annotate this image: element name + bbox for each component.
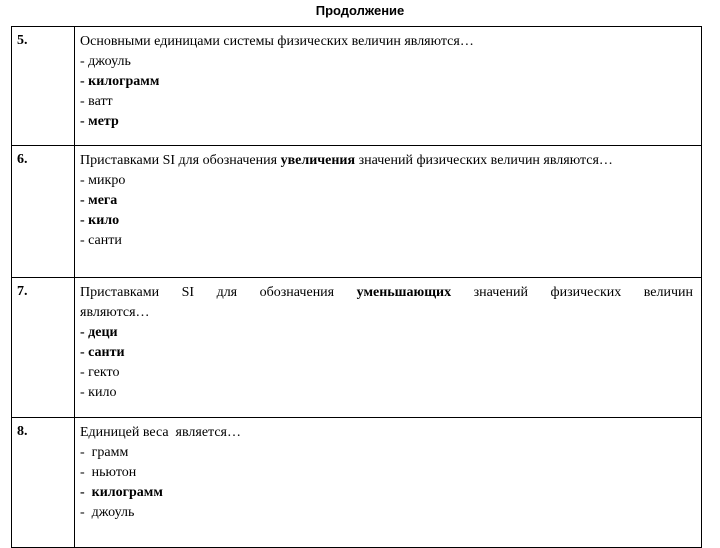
question-text: Основными единицами системы физических величин являются… — [80, 34, 474, 49]
answer-option-correct: - метр — [80, 114, 119, 129]
question-text — [80, 283, 693, 303]
question-number: 6. — [12, 146, 75, 278]
question-number: 5. — [12, 27, 75, 146]
table-row — [12, 27, 702, 146]
answer-option-correct: - санти — [80, 345, 125, 360]
answer-option: - гекто — [80, 365, 120, 380]
question-text-part: значений физических величин являются… — [355, 153, 613, 168]
answer-option: - кило — [80, 385, 117, 400]
question-cell — [75, 278, 702, 418]
answer-option-correct: - килограмм — [80, 485, 163, 500]
answer-option-correct: - килограмм — [80, 74, 160, 89]
question-cell — [75, 146, 702, 278]
question-text-part: Приставками SI для обозначения — [80, 285, 357, 300]
question-highlight: уменьшающих — [356, 285, 452, 300]
question-text-line2: являются… — [80, 305, 150, 320]
question-cell — [75, 418, 702, 548]
questions-table — [11, 26, 702, 548]
question-highlight: увеличения — [280, 153, 356, 168]
answer-option: - ватт — [80, 94, 113, 109]
table-row — [12, 418, 702, 548]
answer-option: - ньютон — [80, 465, 137, 480]
question-text: Единицей веса является… — [80, 425, 241, 440]
table-row — [12, 146, 702, 278]
answer-option: - джоуль — [80, 54, 131, 69]
question-cell — [75, 27, 702, 146]
question-number: 8. — [12, 418, 75, 548]
question-text — [80, 151, 693, 171]
answer-option-correct: - мега — [80, 193, 118, 208]
answer-option-correct: - деци — [80, 325, 118, 340]
question-text-part: Приставками SI для обозначения — [80, 153, 281, 168]
answer-option-correct: - кило — [80, 213, 120, 228]
question-text-part: значений физических величин — [451, 285, 693, 300]
question-number: 7. — [12, 278, 75, 418]
page-title: Продолжение — [315, 3, 405, 18]
table-row — [12, 278, 702, 418]
answer-option: - микро — [80, 173, 126, 188]
answer-option: - джоуль — [80, 505, 135, 520]
answer-option: - санти — [80, 233, 122, 248]
answer-option: - грамм — [80, 445, 129, 460]
